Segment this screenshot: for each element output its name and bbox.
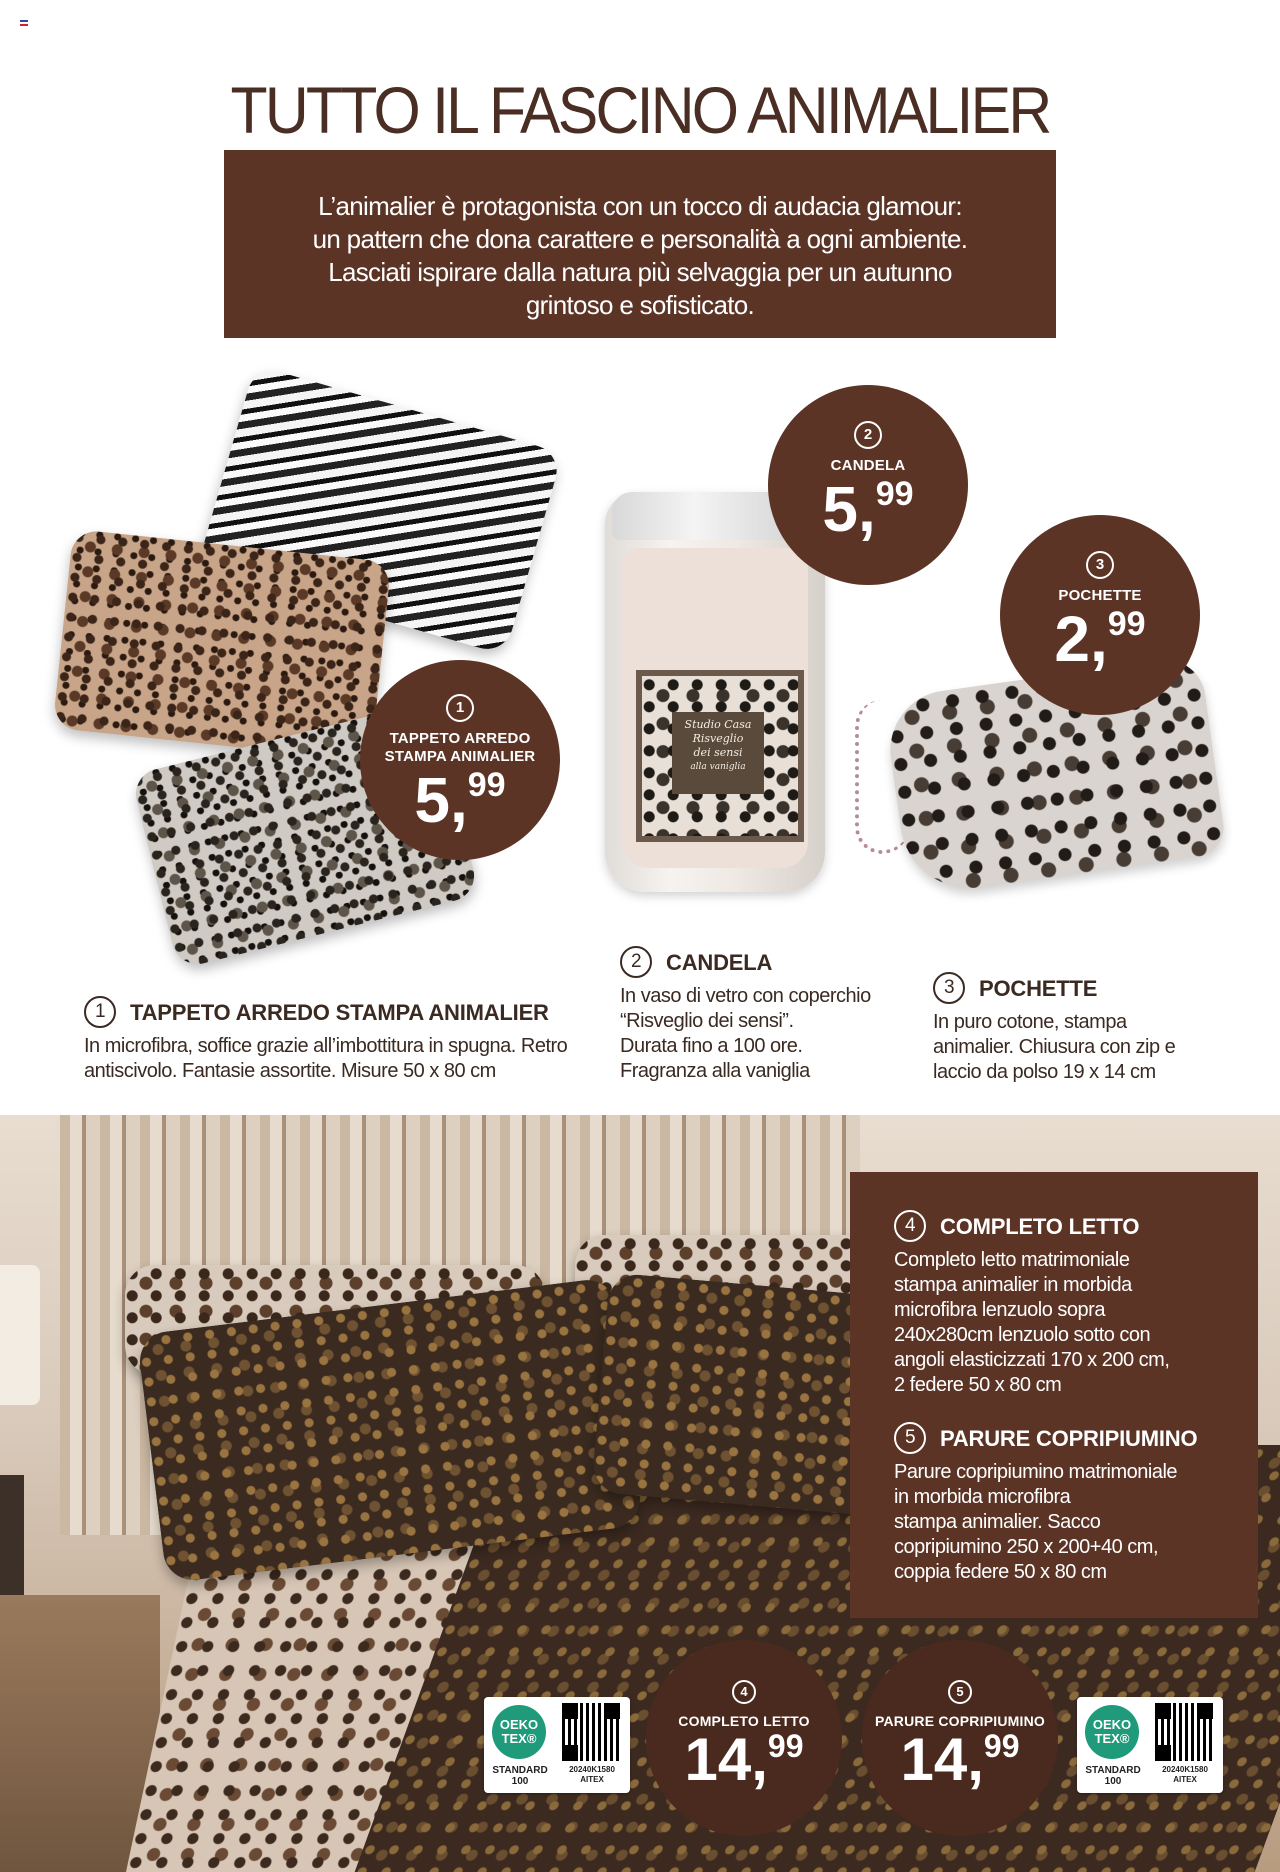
product-number: 3 bbox=[933, 972, 965, 1004]
price-number: 3 bbox=[1086, 551, 1114, 579]
product-desc-pochette bbox=[933, 972, 1233, 1085]
desc-line: Parure copripiumino matrimoniale bbox=[894, 1461, 1178, 1483]
price-badge-tappeto bbox=[360, 660, 560, 860]
oeko-standard: STANDARD 100 bbox=[1085, 1765, 1141, 1787]
desc-line: stampa animalier. Sacco bbox=[894, 1511, 1101, 1533]
price-label: COMPLETO LETTO bbox=[678, 1713, 810, 1729]
product-title: CANDELA bbox=[666, 949, 773, 975]
desc-line: Durata fino a 100 ore. bbox=[620, 1035, 803, 1057]
price-integer: 5, bbox=[414, 764, 468, 836]
bedding-info-panel bbox=[850, 1172, 1258, 1618]
price-integer: 5, bbox=[822, 473, 876, 545]
price-badge-candela bbox=[768, 385, 968, 585]
product-desc-candela bbox=[620, 946, 920, 1084]
oeko-tex-logo-icon: OEKO TEX® bbox=[1085, 1705, 1139, 1759]
desc-line: microfibra lenzuolo sopra bbox=[894, 1299, 1105, 1321]
price-label: STAMPA ANIMALIER bbox=[384, 748, 536, 765]
price-number: 2 bbox=[854, 421, 882, 449]
product-desc-completo-letto bbox=[894, 1210, 1234, 1398]
product-desc-tappeto bbox=[84, 996, 624, 1084]
desc-line: In vaso di vetro con coperchio bbox=[620, 985, 871, 1007]
product-number: 5 bbox=[894, 1422, 926, 1454]
desc-line: In puro cotone, stampa bbox=[933, 1011, 1127, 1033]
price-number: 5 bbox=[948, 1680, 972, 1704]
price-label: TAPPETO ARREDO bbox=[389, 730, 531, 747]
product-title: TAPPETO ARREDO STAMPA ANIMALIER bbox=[130, 999, 549, 1025]
price-decimal: 99 bbox=[875, 475, 914, 513]
price-number: 4 bbox=[732, 1680, 756, 1704]
candle-line: alla vaniglia bbox=[690, 762, 746, 772]
desc-line: copripiumino 250 x 200+40 cm, bbox=[894, 1536, 1158, 1558]
desc-line: Fragranza alla vaniglia bbox=[620, 1060, 810, 1082]
product-title: PARURE COPRIPIUMINO bbox=[940, 1425, 1198, 1451]
price-decimal: 99 bbox=[467, 766, 506, 804]
page-title: TUTTO IL FASCINO ANIMALIER bbox=[230, 73, 1050, 147]
candle-tag bbox=[672, 712, 764, 794]
candle-line: dei sensi bbox=[693, 746, 743, 759]
desc-line: Completo letto matrimoniale bbox=[894, 1249, 1130, 1271]
lamp-shade bbox=[0, 1265, 40, 1405]
price-label: PARURE COPRIPIUMINO bbox=[875, 1713, 1045, 1729]
desc-line: in morbida microfibra bbox=[894, 1486, 1071, 1508]
price-number: 1 bbox=[446, 694, 474, 722]
oeko-cert: 20240K1580 AITEX bbox=[1162, 1765, 1208, 1784]
candle-line: Risveglio bbox=[692, 732, 744, 745]
intro-line: Lasciati ispirare dalla natura più selvaggia per un autunno bbox=[328, 257, 952, 287]
desc-line: coppia federe 50 x 80 cm bbox=[894, 1561, 1107, 1583]
price-integer: 14, bbox=[684, 1726, 768, 1793]
product-title: POCHETTE bbox=[979, 975, 1098, 1001]
price-decimal: 99 bbox=[1107, 605, 1146, 643]
desc-line: laccio da polso 19 x 14 cm bbox=[933, 1061, 1156, 1083]
oeko-standard: STANDARD 100 bbox=[492, 1765, 548, 1787]
intro-text bbox=[224, 150, 1056, 322]
desc-line: antiscivolo. Fantasie assortite. Misure 50 x 80 cm bbox=[84, 1060, 496, 1082]
intro-line: un pattern che dona carattere e personalità a ogni ambiente. bbox=[312, 224, 968, 254]
desc-line: In microfibra, soffice grazie all’imbottitura in spugna. Retro bbox=[84, 1035, 568, 1057]
candle-brand: Studio Casa bbox=[684, 718, 752, 731]
oeko-tex-badge bbox=[1077, 1697, 1223, 1793]
price-integer: 2, bbox=[1054, 603, 1108, 675]
intro-line: grintoso e sofisticato. bbox=[525, 290, 755, 320]
qr-code-icon bbox=[562, 1703, 620, 1761]
flag-icon bbox=[20, 20, 28, 26]
product-number: 1 bbox=[84, 996, 116, 1028]
desc-line: animalier. Chiusura con zip e bbox=[933, 1036, 1176, 1058]
product-title: COMPLETO LETTO bbox=[940, 1213, 1140, 1239]
qr-code-icon bbox=[1155, 1703, 1213, 1761]
intro-box bbox=[224, 150, 1056, 338]
product-number: 4 bbox=[894, 1210, 926, 1242]
desc-line: 2 federe 50 x 80 cm bbox=[894, 1374, 1062, 1396]
desc-line: angoli elasticizzati 170 x 200 cm, bbox=[894, 1349, 1170, 1371]
oeko-cert: 20240K1580 AITEX bbox=[569, 1765, 615, 1784]
price-label: POCHETTE bbox=[1058, 587, 1142, 604]
price-badge-completo-letto bbox=[646, 1640, 842, 1836]
desc-line: 240x280cm lenzuolo sotto con bbox=[894, 1324, 1151, 1346]
price-label: CANDELA bbox=[830, 457, 906, 474]
price-decimal: 99 bbox=[767, 1728, 804, 1764]
price-badge-pochette bbox=[1000, 515, 1200, 715]
product-desc-parure bbox=[894, 1422, 1234, 1585]
product-number: 2 bbox=[620, 946, 652, 978]
oeko-tex-logo-icon: OEKO TEX® bbox=[492, 1705, 546, 1759]
desc-line: stampa animalier in morbida bbox=[894, 1274, 1132, 1296]
oeko-tex-badge bbox=[484, 1697, 630, 1793]
price-decimal: 99 bbox=[983, 1728, 1020, 1764]
intro-line: L’animalier è protagonista con un tocco di audacia glamour: bbox=[318, 191, 962, 221]
price-badge-parure bbox=[862, 1640, 1058, 1836]
price-integer: 14, bbox=[900, 1726, 984, 1793]
desc-line: “Risveglio dei sensi”. bbox=[620, 1010, 794, 1032]
